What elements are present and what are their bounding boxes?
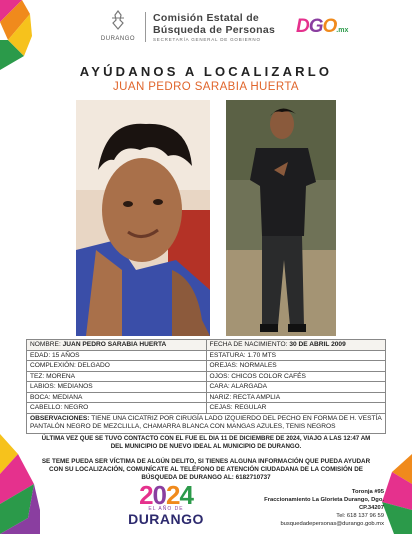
name-label: NOMBRE: [30,341,61,349]
skin-cell [27,371,207,382]
observations-cell [27,413,386,433]
dob-cell [206,340,385,351]
dgo-logo-o: O [322,16,337,37]
lips-value: MEDIANOS [57,383,93,391]
year-digit-2: 0 [152,480,166,510]
year-logo-state: DURANGO [128,511,204,527]
mouth-value: MEDIANA [52,393,83,401]
year-digit-1: 2 [139,480,153,510]
header [0,8,412,48]
height-value: 1.70 MTS [247,351,277,359]
dgo-logo-g: G [308,16,323,37]
ears-value: NORMALES [239,362,277,370]
eyes-cell [206,371,385,382]
observations-label: OBSERVACIONES: [30,414,90,422]
name-value: JUAN PEDRO SARABIA HUERTA [62,341,167,349]
mouth-label: BOCA: [30,393,51,401]
lips-label: LABIOS: [30,383,56,391]
ears-cell [206,361,385,372]
address-neighborhood: Fraccionamiento La Glorieta Durango, Dgo. [264,497,384,503]
complexion-value: DELGADO [77,362,110,370]
poster-headline: AYÚDANOS A LOCALIZARLO [79,64,333,79]
year-of-durango-logo [120,482,212,526]
dob-label: FECHA DE NACIMIENTO: [209,341,288,349]
table-row [27,340,386,351]
hair-cell [27,403,207,414]
last-contact-note: ÚLTIMA VEZ QUE SE TUVO CONTACTO CON EL FUE EL DIA 11 DE DICIEMBRE DE 2024, VIAJO A LAS 12:47 AM DEL MUNICIPIO DE NUEVO IDEAL AL MUNICIPIO DE DURANGO. [41,435,371,450]
contact-address [254,488,384,528]
person-details-table [26,339,386,434]
coat-of-arms-icon [107,10,129,30]
nose-cell [206,392,385,403]
lips-cell [27,382,207,393]
commission-title [153,12,293,42]
nose-value: RECTA AMPLIA [233,393,281,401]
year-logo-digits [120,482,212,508]
commission-line1: Comisión Estatal de [153,12,260,24]
dgo-logo-mx: .mx [336,27,349,34]
nose-label: NARIZ: [209,393,232,401]
hair-value: NEGRO [64,404,89,412]
table-row [27,413,386,433]
complexion-cell [27,361,207,372]
table-row [27,382,386,393]
hair-label: CABELLO: [30,404,63,412]
year-digit-3: 2 [166,480,180,510]
table-row [27,361,386,372]
address-phone: Tel: 618 137 96 59 [336,513,384,519]
brows-value: REGULAR [234,404,267,412]
address-email: busquedadepersonas@durango.gob.mx [280,521,384,527]
complexion-label: COMPLEXIÓN: [30,362,76,370]
person-photo-selfie [76,100,210,336]
age-value: 15 AÑOS [52,351,80,359]
address-street: Toronja #95 [351,489,384,495]
person-photo-full-body [226,100,336,336]
dgo-logo-d: D [296,16,309,37]
face-cell [206,382,385,393]
commission-line2: Búsqueda de Personas [153,24,276,36]
age-label: EDAD: [30,351,51,359]
name-cell [27,340,207,351]
brows-cell [206,403,385,414]
address-zip: CP.34207 [358,505,384,511]
durango-government-logo [98,10,138,42]
dgo-logo [296,16,348,38]
missing-person-name: JUAN PEDRO SARABIA HUERTA [113,81,299,93]
observations-value: TIENE UNA CICATRIZ POR CIRUGÍA LADO IZQUIERDO DEL PECHO EN FORMA DE H. VESTÍA PANTALÓN NEGRO DE MEZCLILLA, CHAMARRA BLANCA CON MANGAS AZULES, TENIS NEGROS [30,414,382,430]
brows-label: CEJAS: [209,404,233,412]
skin-value: MORENA [46,372,76,380]
face-label: CARA: [209,383,230,391]
skin-label: TEZ: [30,372,45,380]
contact-appeal-note: SE TEME PUEDA SER VÍCTIMA DE ALGÚN DELITO, SI TIENES ALGUNA INFORMACIÓN QUE PUEDA AYUDAR CON SU LOCALIZACIÓN, COMUNÍCATE AL TELÉFONO DE ATENCIÓN CIUDADANA DE LA COMISIÓN DE BÚSQUEDA DE DURANGO AL: 6182710737 [41,458,371,482]
header-divider [145,12,146,42]
mouth-cell [27,392,207,403]
commission-line3: SECRETARÍA GENERAL DE GOBIERNO [153,37,261,42]
corner-decoration-bottom-left [0,434,40,534]
eyes-value: CHICOS COLOR CAFÉS [231,372,306,380]
year-digit-4: 4 [179,480,193,510]
table-row [27,392,386,403]
face-value: ALARGADA [231,383,268,391]
ears-label: OREJAS: [209,362,238,370]
table-row [27,403,386,414]
gov-logo-name: DURANGO [100,36,136,42]
dob-value: 30 DE ABRIL 2009 [289,341,346,349]
height-cell [206,350,385,361]
table-row [27,350,386,361]
height-label: ESTATURA: [209,351,246,359]
age-cell [27,350,207,361]
eyes-label: OJOS: [209,372,230,380]
year-logo-sub: EL AÑO DE [148,506,184,512]
table-row [27,371,386,382]
